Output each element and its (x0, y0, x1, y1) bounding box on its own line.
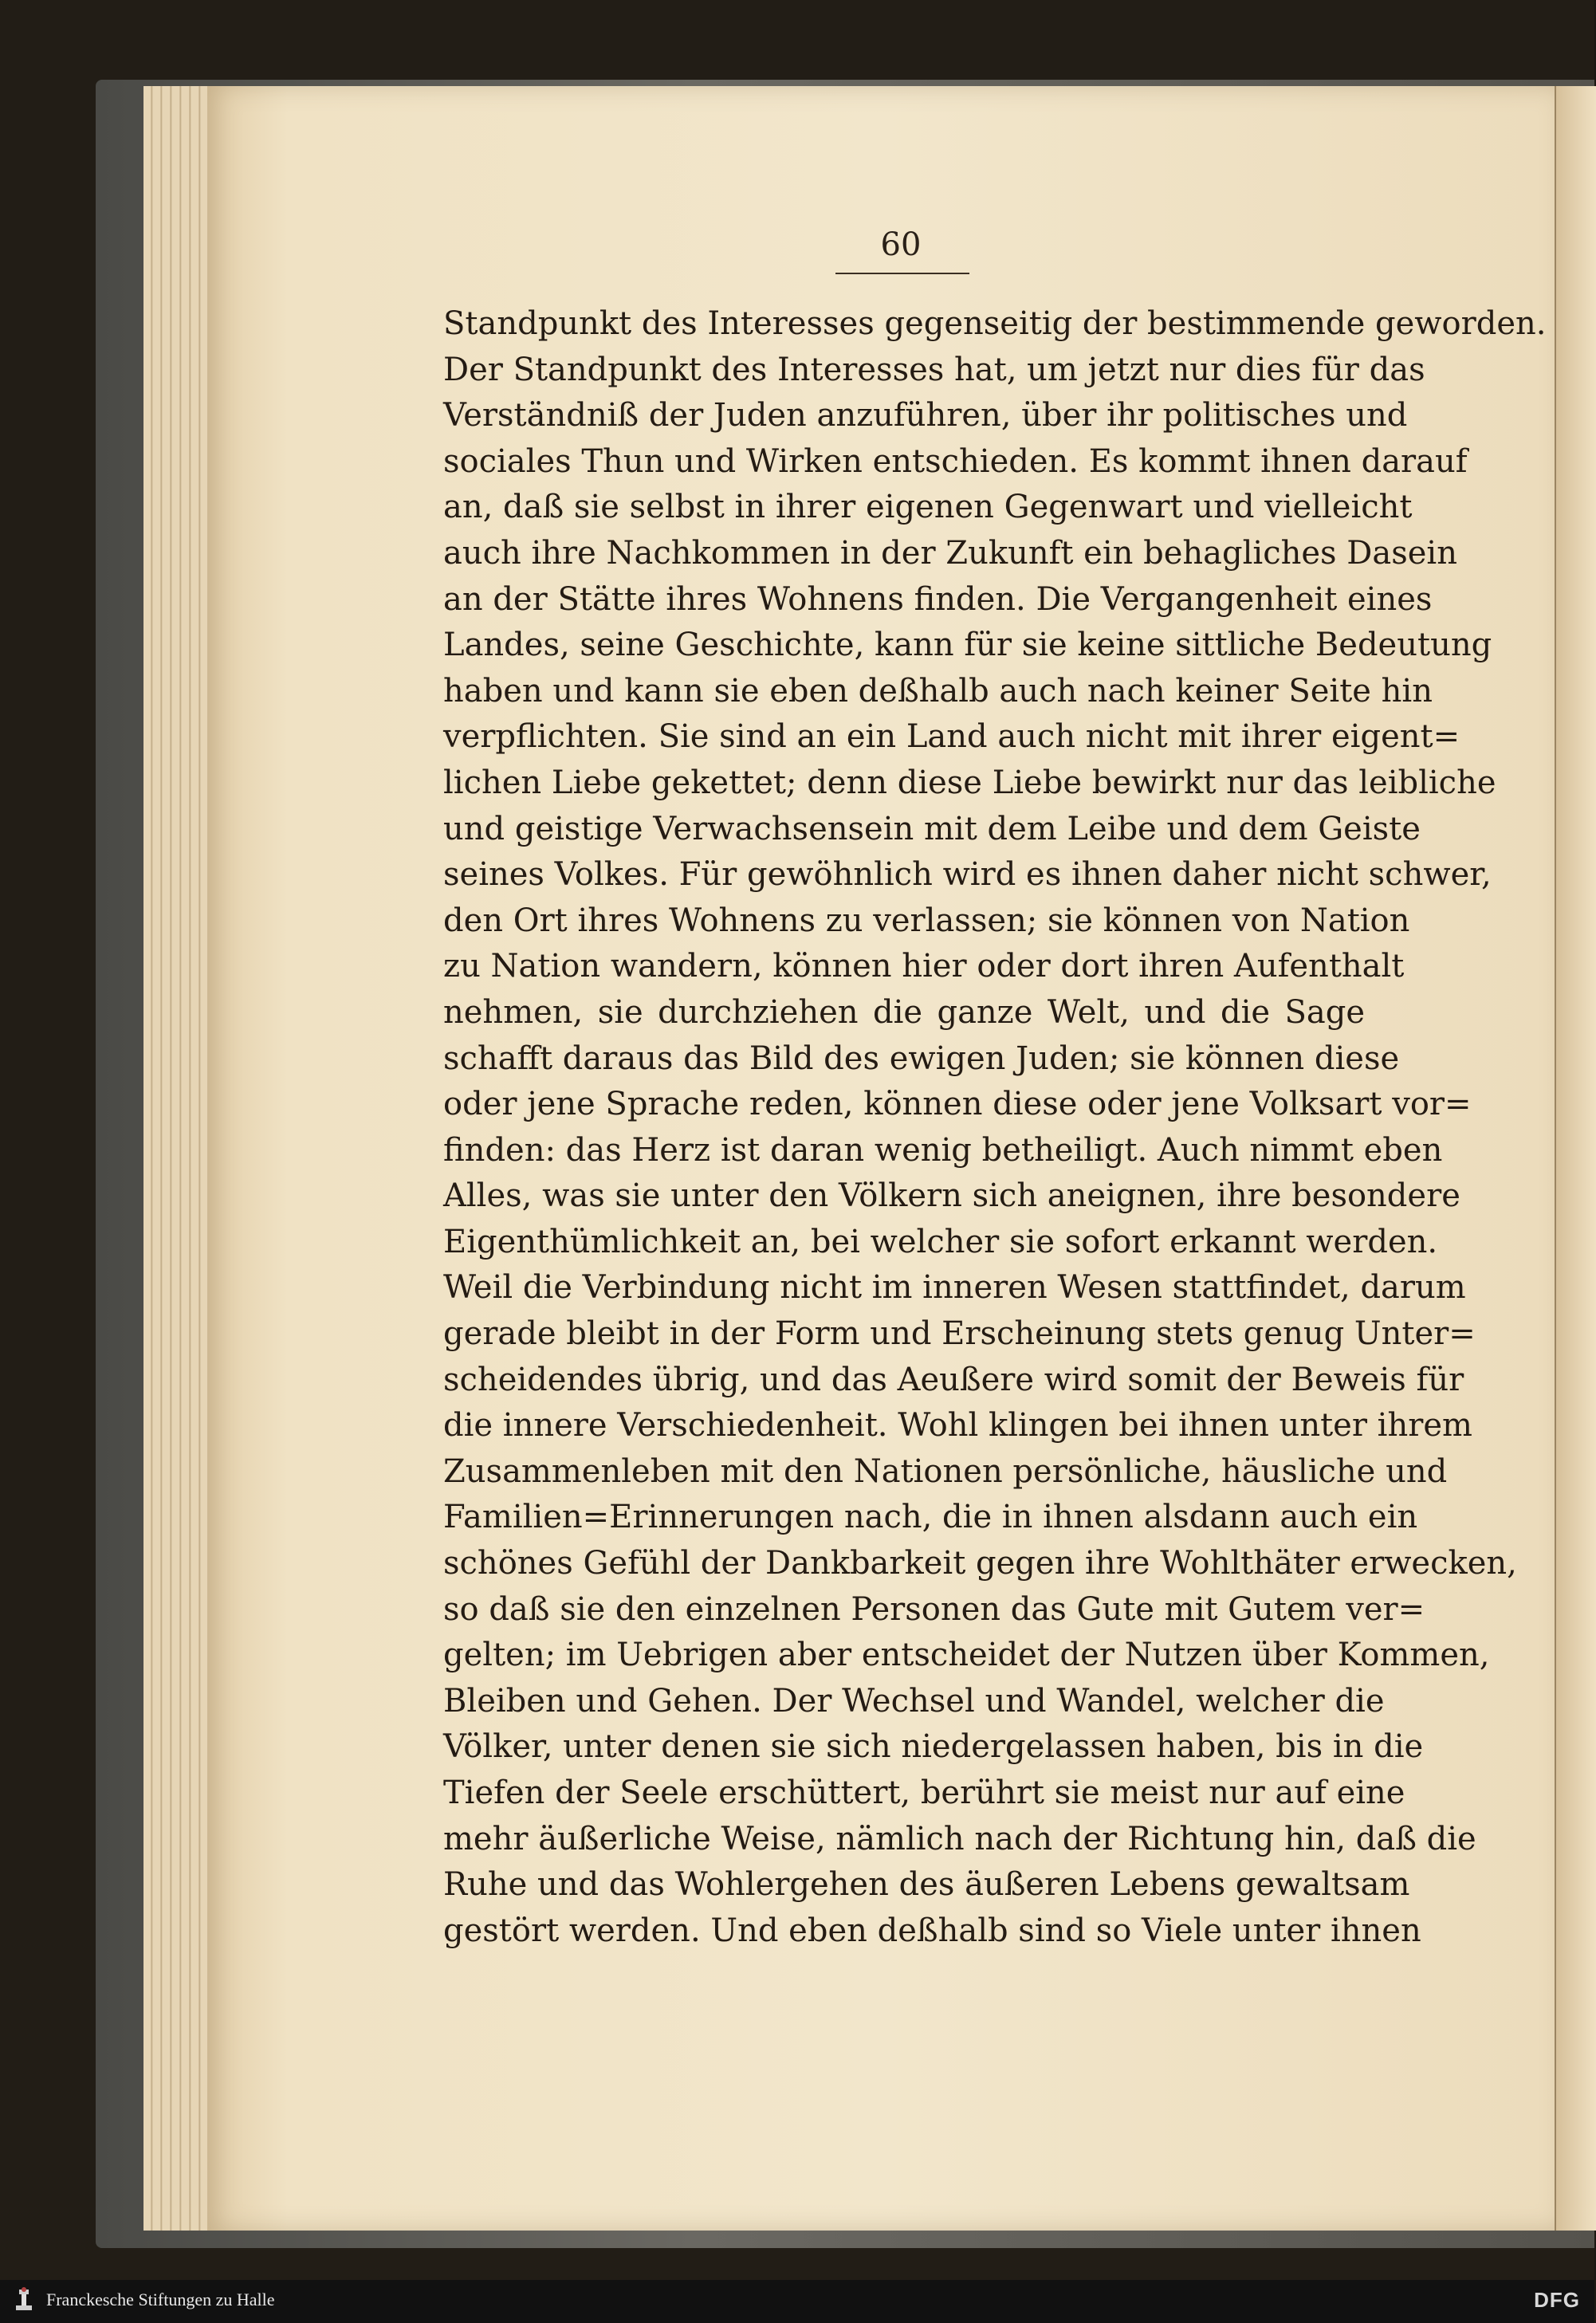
text-line: Völker, unter denen sie sich niedergelassen haben, bis in die (443, 1728, 1424, 1766)
text-line: an der Stätte ihres Wohnens finden. Die Vergangenheit eines (443, 580, 1433, 618)
body-text (443, 301, 1547, 1954)
text-line: Weil die Verbindung nicht im inneren Wesen stattfindet, darum (443, 1269, 1466, 1307)
text-line: so daß sie den einzelnen Personen das Gute mit Gutem ver= (443, 1590, 1425, 1628)
text-line: verpflichten. Sie sind an ein Land auch nicht mit ihrer eigent= (443, 718, 1460, 756)
text-line: sociales Thun und Wirken entschieden. Es kommt ihnen darauf (443, 442, 1468, 480)
text-line: schönes Gefühl der Dankbarkeit gegen ihre Wohlthäter erwecken, (443, 1545, 1517, 1582)
text-line: zu Nation wandern, können hier oder dort ihren Aufenthalt (443, 948, 1405, 985)
facing-page-edge (1555, 86, 1596, 2231)
text-line: Familien=Erinnerungen nach, die in ihnen alsdann auch ein (443, 1499, 1418, 1536)
text-line: die innere Verschiedenheit. Wohl klingen bei ihnen unter ihrem (443, 1407, 1472, 1445)
text-line: Verständniß der Juden anzuführen, über ihr politisches und (443, 397, 1408, 434)
text-line: schafft daraus das Bild des ewigen Juden; sie können diese (443, 1040, 1400, 1077)
text-line: gelten; im Uebrigen aber entscheidet der Nutzen über Kommen, (443, 1637, 1490, 1674)
text-line: Tiefen der Seele erschüttert, berührt sie meist nur auf eine (443, 1775, 1405, 1811)
text-line: Standpunkt des Interesses gegenseitig der bestimmende geworden. (443, 305, 1547, 342)
text-line: an, daß sie selbst in ihrer eigenen Gegenwart und vielleicht (443, 489, 1413, 526)
page-number-rule (835, 273, 969, 274)
footer-bar (0, 2280, 1594, 2323)
text-line: Alles, was sie unter den Völkern sich aneignen, ihre besondere (443, 1177, 1460, 1215)
text-line: gestört werden. Und eben deßhalb sind so Viele unter ihnen (443, 1912, 1421, 1949)
text-line: Ruhe und das Wohlergehen des äußeren Lebens gewaltsam (443, 1866, 1410, 1904)
text-line: gerade bleibt in der Form und Erscheinung stets genug Unter= (443, 1315, 1476, 1353)
page-number: 60 (880, 226, 922, 263)
text-line: Der Standpunkt des Interesses hat, um jetzt nur dies für das (443, 351, 1425, 388)
text-line: haben und kann sie eben deßhalb auch nach keiner Seite hin (443, 672, 1433, 709)
text-line: finden: das Herz ist daran wenig betheiligt. Auch nimmt eben (443, 1131, 1443, 1169)
text-line: scheidendes übrig, und das Aeußere wird somit der Beweis für (443, 1361, 1464, 1398)
text-line: auch ihre Nachkommen in der Zukunft ein behagliches Dasein (443, 534, 1457, 572)
institution-name: Franckesche Stiftungen zu Halle (46, 2290, 275, 2309)
text-line: mehr äußerliche Weise, nämlich nach der Richtung hin, daß die (443, 1820, 1476, 1857)
text-line: seines Volkes. Für gewöhnlich wird es ihnen daher nicht schwer, (443, 856, 1492, 894)
text-line: lichen Liebe gekettet; denn diese Liebe bewirkt nur das leibliche (443, 764, 1496, 801)
text-line: Landes, seine Geschichte, kann für sie keine sittliche Bedeutung (443, 627, 1492, 664)
dfg-logo: DFG (1534, 2288, 1580, 2312)
text-line: oder jene Sprache reden, können diese oder jene Volksart vor= (443, 1086, 1472, 1123)
institution-logo-icon (11, 2286, 37, 2315)
text-line: Bleiben und Gehen. Der Wechsel und Wandel, welcher die (443, 1682, 1385, 1720)
text-line: den Ort ihres Wohnens zu verlassen; sie können von Nation (443, 902, 1410, 939)
text-line: Zusammenleben mit den Nationen persönliche, häusliche und (443, 1452, 1448, 1490)
text-line: und geistige Verwachsensein mit dem Leibe und dem Geiste (443, 810, 1421, 847)
text-line: nehmen, sie durchziehen die ganze Welt, und die Sage (443, 993, 1365, 1031)
text-line: Eigenthümlichkeit an, bei welcher sie sofort erkannt werden. (443, 1223, 1438, 1260)
